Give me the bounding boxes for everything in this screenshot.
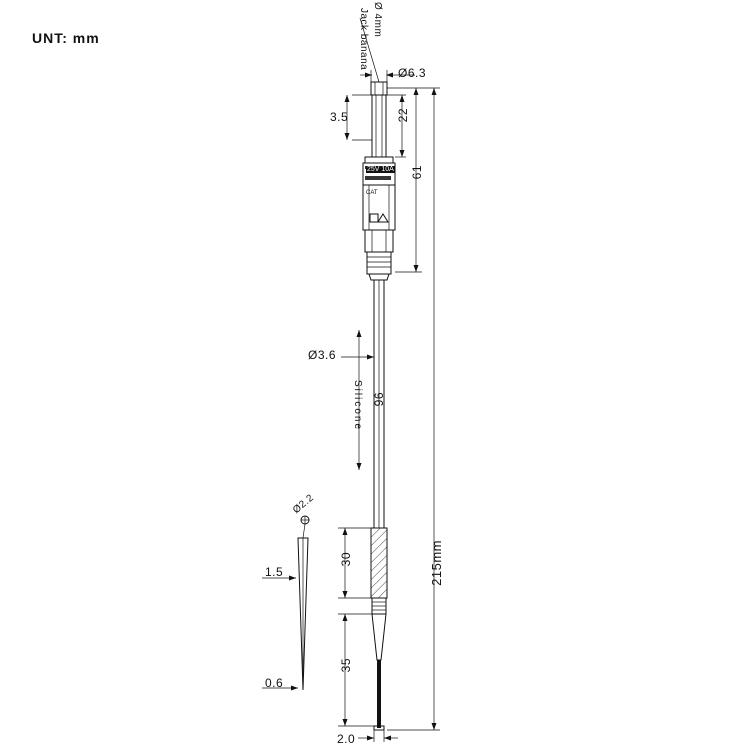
label-cable-diameter: Ø3.6 bbox=[308, 348, 337, 362]
body-cat-text: CAT bbox=[366, 190, 378, 196]
label-overall-length: 215mm bbox=[429, 540, 444, 586]
body-rating-text: 25V 10A bbox=[367, 166, 394, 173]
label-dim-22: 22 bbox=[396, 108, 410, 123]
label-jack-diameter: Ø 4mm bbox=[372, 2, 383, 38]
label-tip-diameter: Ø2.2 bbox=[290, 492, 317, 516]
label-dim-61: 61 bbox=[410, 165, 424, 180]
label-material: Silicone bbox=[352, 380, 363, 432]
label-dim-35: 35 bbox=[339, 658, 353, 673]
label-dim-3-5: 3.5 bbox=[330, 110, 349, 124]
label-dim-1-5: 1.5 bbox=[265, 565, 284, 579]
label-jack-banana: Jack banana bbox=[358, 8, 369, 71]
label-cable-length: 96 bbox=[372, 392, 386, 407]
unit-note: UNT: mm bbox=[32, 30, 100, 46]
label-dim-2-0: 2.0 bbox=[337, 732, 356, 746]
label-top-diameter: Ø6.3 bbox=[398, 66, 427, 80]
label-dim-30: 30 bbox=[339, 552, 353, 567]
label-dim-0-6: 0.6 bbox=[265, 676, 284, 690]
